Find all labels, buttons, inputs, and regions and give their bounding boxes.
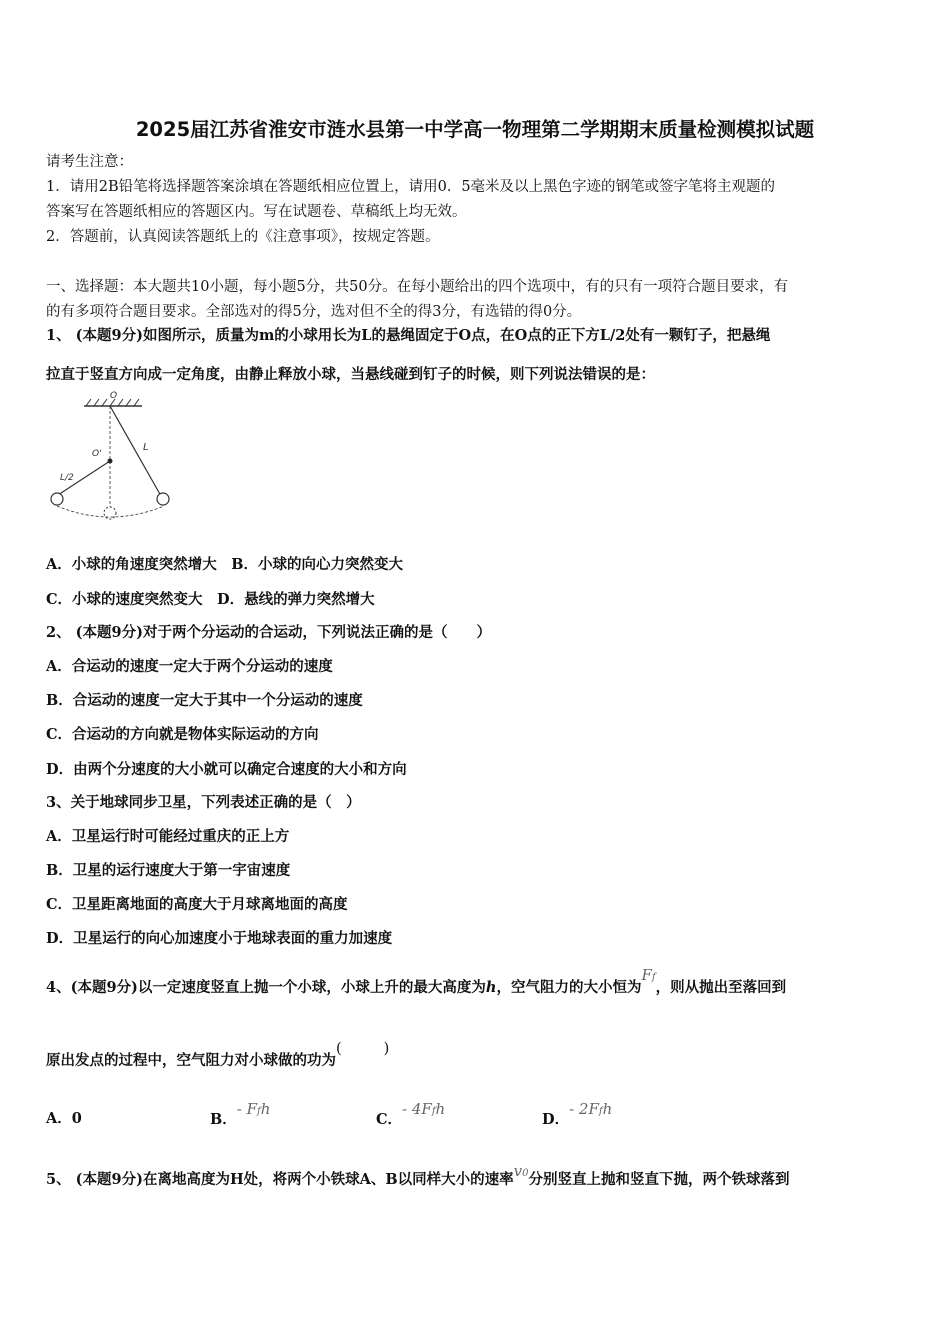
q4-stem-line-2 [46, 1041, 390, 1071]
q3-option-c: C．卫星距离地面的高度大于月球离地面的高度 [46, 896, 348, 913]
q4-option-b: B．- Ffh [210, 1100, 271, 1128]
section-intro-2: 的有多项符合题目要求。全部选对的得5分，选对但不全的得3分，有选错的得0分。 [46, 304, 582, 320]
q4-stem-b: ，空气阻力的大小恒为 [496, 979, 642, 996]
page-title: 2025届江苏省淮安市涟水县第一中学高一物理第二学期期末质量检测模拟试题 [135, 118, 815, 141]
q2-option-a: A．合运动的速度一定大于两个分运动的速度 [46, 658, 333, 675]
q4-line2: 原出发点的过程中，空气阻力对小球做的功为 [46, 1052, 336, 1069]
q1-stem-line-2: 拉直于竖直方向成一定角度，由静止释放小球，当悬线碰到钉子的时候，则下列说法错误的是： [46, 366, 655, 383]
q4-option-a: A．0 [46, 1110, 82, 1127]
q4-option-d: D．- 2Ffh [542, 1100, 613, 1128]
q2-option-c: C．合运动的方向就是物体实际运动的方向 [46, 726, 319, 743]
ball-right [157, 493, 169, 505]
q4-stem-line-1 [46, 966, 787, 1000]
q5-v0-formula: v0 [513, 1162, 529, 1180]
label-o-prime: O' [92, 449, 102, 459]
q3-option-b: B．卫星的运行速度大于第一宇宙速度 [46, 862, 291, 879]
notice-line-1: 1．请用2B铅笔将选择题答案涂填在答题纸相应位置上，请用0．5毫米及以上黑色字迹的钢笔或签字笔将主观题的 [46, 179, 776, 195]
pendulum-figure [44, 388, 184, 528]
notice-line-2: 2．答题前，认真阅读答题纸上的《注意事项》，按规定答题。 [46, 229, 440, 245]
q2-stem: 2、 (本题9分)对于两个分运动的合运动，下列说法正确的是（ ） [46, 624, 491, 641]
ball-left [51, 493, 63, 505]
q5-stem-b: 分别竖直上抛和竖直下抛，两个铁球落到 [528, 1171, 790, 1188]
notice-heading: 请考生注意： [46, 154, 133, 170]
q1-stem-line-1: 1、 (本题9分)如图所示，质量为m的小球用长为L的悬绳固定于O点，在O点的正下方L/2处有一颗钉子，把悬绳 [46, 327, 771, 344]
q4-ff-formula: Ff [641, 966, 656, 984]
q4-answer-paren: ( ) [336, 1041, 390, 1057]
q5-stem-line-1 [46, 1162, 790, 1192]
q4-h: h [485, 979, 497, 996]
q5-stem-a: 5、 (本题9分)在离地高度为H处，将两个小铁球A、B以同样大小的速率 [46, 1171, 514, 1188]
section-intro-1: 一、选择题：本大题共10小题，每小题5分，共50分。在每小题给出的四个选项中，有的只有一项符合题目要求，有 [46, 279, 789, 295]
q2-option-b: B．合运动的速度一定大于其中一个分运动的速度 [46, 692, 363, 709]
q3-stem: 3、关于地球同步卫星，下列表述正确的是（ ） [46, 794, 361, 811]
q4-stem-c: ，则从抛出至落回到 [655, 979, 787, 996]
q2-option-d: D．由两个分速度的大小就可以确定合速度的大小和方向 [46, 761, 407, 778]
q3-option-a: A．卫星运行时可能经过重庆的正上方 [46, 828, 290, 845]
q4-option-c: C．- 4Ffh [376, 1100, 446, 1128]
notice-line-1b: 答案写在答题纸相应的答题区内。写在试题卷、草稿纸上均无效。 [46, 204, 467, 220]
label-o: O [110, 391, 118, 401]
label-l-half: L/2 [60, 473, 74, 483]
q1-options-ab: A．小球的角速度突然增大 B．小球的向心力突然变大 [46, 556, 404, 573]
q1-options-cd: C．小球的速度突然变大 D．悬线的弹力突然增大 [46, 591, 375, 608]
label-l: L [143, 442, 149, 453]
q4-stem-a: 4、(本题9分)以一定速度竖直上抛一个小球，小球上升的最大高度为 [46, 979, 486, 996]
q3-option-d: D．卫星运行的向心加速度小于地球表面的重力加速度 [46, 930, 393, 947]
